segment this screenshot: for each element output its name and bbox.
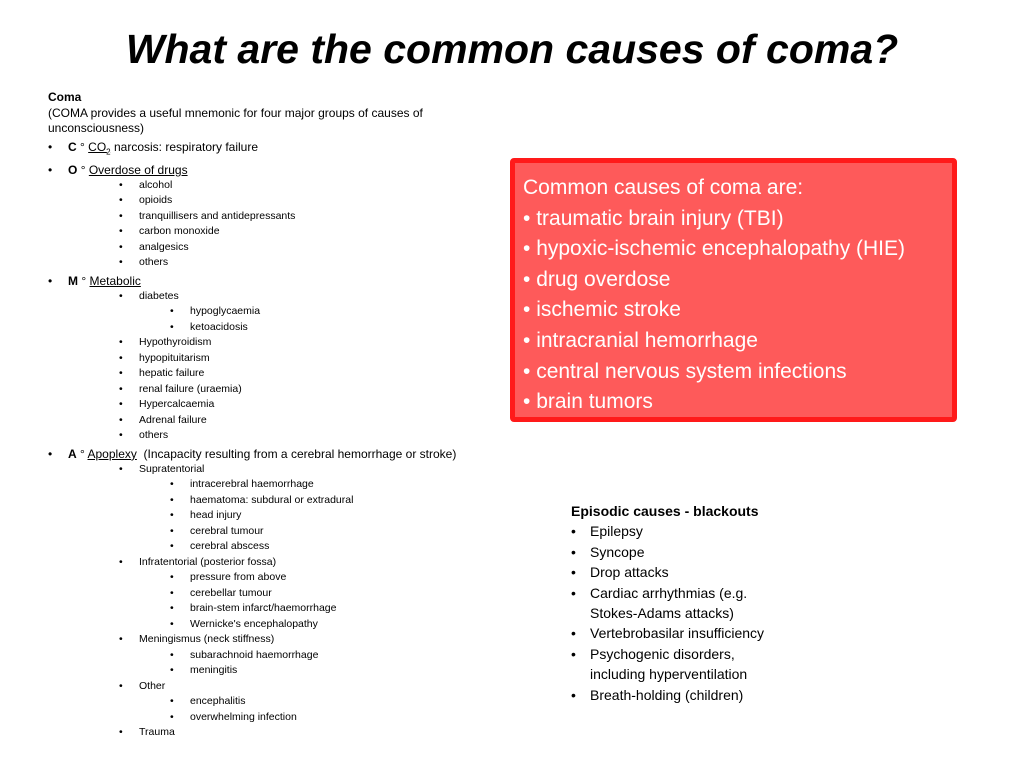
list-item: • ischemic stroke [523, 295, 952, 326]
list-item: • renal failure (uraemia) [119, 382, 518, 398]
list-item: • carbon monoxide [119, 224, 518, 240]
list-item: • traumatic brain injury (TBI) [523, 204, 952, 235]
list-item: • encephalitis [170, 694, 518, 710]
list-item: • brain-stem infarct/haemorrhage [170, 601, 518, 617]
episodic-causes-section [571, 501, 791, 705]
list-item: • Infratentorial (posterior fossa) • pressure from above • cerebellar tumour • brain-stem infarct/haemorrhage • Wernicke's encephalopathy [119, 555, 518, 633]
list-item: • Breath-holding (children) [571, 685, 791, 705]
list-item: • Epilepsy [571, 521, 791, 541]
list-item: • cerebellar tumour [170, 586, 518, 602]
list-item: • Adrenal failure [119, 413, 518, 429]
list-item: • Drop attacks [571, 562, 791, 582]
list-item: • meningitis [170, 663, 518, 679]
list-item: • intracerebral haemorrhage [170, 477, 518, 493]
list-item: • Hypercalcaemia [119, 397, 518, 413]
list-item: • central nervous system infections [523, 357, 952, 388]
list-item: • drug overdose [523, 265, 952, 296]
list-item: • others [119, 428, 518, 444]
episodic-list [571, 521, 791, 705]
episodic-heading: Episodic causes - blackouts [571, 503, 759, 519]
common-causes-box [510, 158, 957, 422]
mnemonic-m: • M ° Metabolic • diabetes • hypoglycaemia • ketoacidosis • Hypothyroidism • hypopituitarism • hepatic failure • renal failure (uraemia) • Hypercalcaemia • Adrenal failure • others [48, 273, 518, 444]
list-item: • hypopituitarism [119, 351, 518, 367]
list-item: • hepatic failure [119, 366, 518, 382]
mnemonic-a: • A ° Apoplexy (Incapacity resulting from a cerebral hemorrhage or stroke) • Supratentorial • intracerebral haemorrhage • haematoma: subdural or extradural • head injury • cerebral tumour • cerebral abscess • Infratentorial (posterior fossa) • pressure from above • cerebellar tumour • brain-stem infarct/haemorrhage • Wernicke's encephalopathy • Meningismus (neck stiffness) • subarachnoid haemorrhage • meningitis • Other • encephalitis • overwhelming infection • Trauma [48, 446, 518, 741]
list-item: • brain tumors [523, 387, 952, 418]
list-item: • head injury [170, 508, 518, 524]
coma-heading: Coma [48, 90, 82, 104]
list-item: • ketoacidosis [170, 320, 518, 336]
list-item: • Syncope [571, 542, 791, 562]
list-item: • pressure from above [170, 570, 518, 586]
coma-mnemonic-section [48, 90, 518, 741]
common-causes-heading: Common causes of coma are: [523, 176, 804, 199]
list-item: • Supratentorial • intracerebral haemorrhage • haematoma: subdural or extradural • head injury • cerebral tumour • cerebral abscess [119, 462, 518, 555]
list-item: • overwhelming infection [170, 710, 518, 726]
list-item: • Meningismus (neck stiffness) • subarachnoid haemorrhage • meningitis [119, 632, 518, 679]
list-item: • tranquillisers and antidepressants [119, 209, 518, 225]
list-item: • cerebral abscess [170, 539, 518, 555]
list-item: • haematoma: subdural or extradural [170, 493, 518, 509]
mnemonic-c: • C ° $CO_2$ narcosis: respiratory failure [48, 139, 518, 160]
list-item: • others [119, 255, 518, 271]
list-item: • Cardiac arrhythmias (e.g. Stokes-Adams attacks) [571, 583, 791, 624]
list-item: • Wernicke's encephalopathy [170, 617, 518, 633]
list-item: • cerebral tumour [170, 524, 518, 540]
list-item: • Hypothyroidism [119, 335, 518, 351]
list-item: • hypoxic-ischemic encephalopathy (HIE) [523, 234, 952, 265]
common-causes-list [523, 204, 952, 418]
list-item: • subarachnoid haemorrhage [170, 648, 518, 664]
list-item: • diabetes • hypoglycaemia • ketoacidosis [119, 289, 518, 336]
page-title: What are the common causes of coma? [125, 26, 899, 72]
mnemonic-o: • O ° Overdose of drugs • alcohol • opioids • tranquillisers and antidepressants • carbon monoxide • analgesics • others [48, 162, 518, 271]
list-item: • intracranial hemorrhage [523, 326, 952, 357]
list-item: • alcohol [119, 178, 518, 194]
list-item: • hypoglycaemia [170, 304, 518, 320]
list-item: • opioids [119, 193, 518, 209]
list-item: • Vertebrobasilar insufficiency [571, 623, 791, 643]
coma-intro: (COMA provides a useful mnemonic for four major groups of causes of unconsciousness) [48, 105, 423, 135]
list-item: • Psychogenic disorders, including hyperventilation [571, 644, 791, 685]
list-item: • Trauma [119, 725, 518, 741]
mnemonic-list [48, 139, 518, 741]
list-item: • analgesics [119, 240, 518, 256]
list-item: • Other • encephalitis • overwhelming infection [119, 679, 518, 726]
